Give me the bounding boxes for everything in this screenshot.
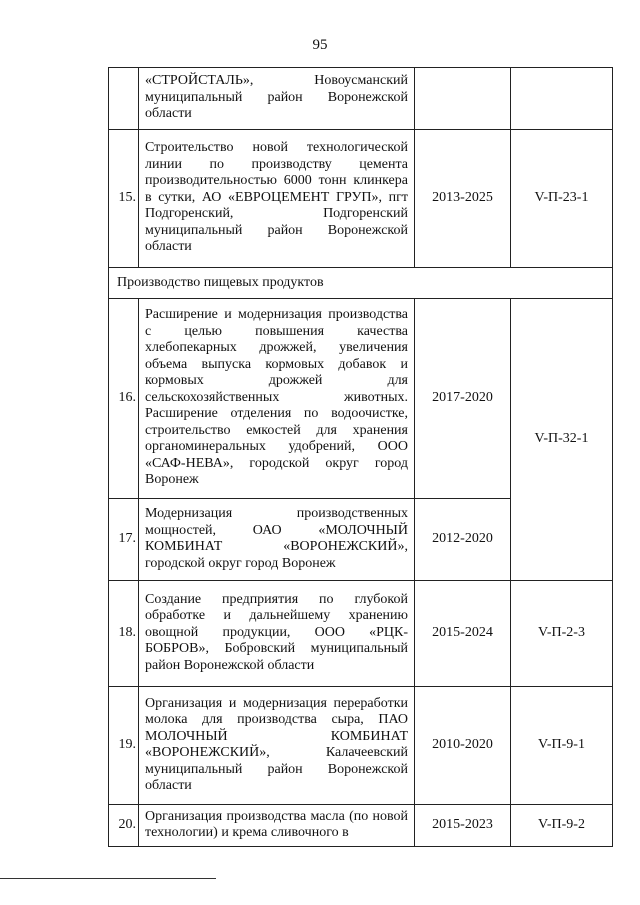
row-number bbox=[109, 68, 139, 130]
row-code: V-П-9-1 bbox=[511, 687, 613, 805]
section-row bbox=[109, 268, 613, 299]
row-period: 2013-2025 bbox=[415, 130, 511, 268]
row-number: 19. bbox=[109, 687, 139, 805]
row-description: «СТРОЙСТАЛЬ», Новоусманский муниципальный район Воронежской области bbox=[139, 68, 415, 130]
row-period bbox=[415, 68, 511, 130]
table-row bbox=[109, 805, 613, 847]
row-number: 20. bbox=[109, 805, 139, 847]
row-code: V-П-32-1 bbox=[511, 299, 613, 581]
row-description: Организация и модернизация переработки молока для производства сыра, ПАО МОЛОЧНЫЙ КОМБИНАТ «ВОРОНЕЖСКИЙ», Калачеевский муниципальный район Воронежской области bbox=[139, 687, 415, 805]
table-row bbox=[109, 68, 613, 130]
row-description: Расширение и модернизация производства с целью повышения качества хлебопекарных дрожжей, увеличения объема выпуска кормовых добавок и кормовых дрожжей для сельскохозяйственных животных. Расширение отделения по водоочистке, строительство емкостей для хранения органоминеральных удобрений, ООО «САФ-НЕВА», городской округ город Воронеж bbox=[139, 299, 415, 499]
row-code: V-П-9-2 bbox=[511, 805, 613, 847]
row-description: Строительство новой технологической линии по производству цемента производительностью 6000 тонн клинкера в сутки, АО «ЕВРОЦЕМЕНТ ГРУП», пгт Подгоренский, Подгоренский муниципальный район Воронежской области bbox=[139, 130, 415, 268]
table-row bbox=[109, 687, 613, 805]
row-period: 2010-2020 bbox=[415, 687, 511, 805]
table-row bbox=[109, 581, 613, 687]
row-number: 15. bbox=[109, 130, 139, 268]
row-period: 2015-2024 bbox=[415, 581, 511, 687]
row-code bbox=[511, 68, 613, 130]
row-period: 2015-2023 bbox=[415, 805, 511, 847]
row-number: 18. bbox=[109, 581, 139, 687]
row-number: 17. bbox=[109, 499, 139, 581]
row-description: Организация производства масла (по новой технологии) и крема сливочного в bbox=[139, 805, 415, 847]
table-row bbox=[109, 299, 613, 499]
page-number: 95 bbox=[312, 37, 328, 53]
projects-table bbox=[108, 67, 613, 847]
row-period: 2012-2020 bbox=[415, 499, 511, 581]
row-description: Модернизация производственных мощностей, ОАО «МОЛОЧНЫЙ КОМБИНАТ «ВОРОНЕЖСКИЙ», городской округ город Воронеж bbox=[139, 499, 415, 581]
row-number: 16. bbox=[109, 299, 139, 499]
footnote-divider bbox=[0, 878, 216, 879]
table-row bbox=[109, 130, 613, 268]
section-title: Производство пищевых продуктов bbox=[109, 268, 613, 299]
row-code: V-П-23-1 bbox=[511, 130, 613, 268]
row-period: 2017-2020 bbox=[415, 299, 511, 499]
row-description: Создание предприятия по глубокой обработке и дальнейшему хранению овощной продукции, ООО «РЦК-БОБРОВ», Бобровский муниципальный район Воронежской области bbox=[139, 581, 415, 687]
row-code: V-П-2-3 bbox=[511, 581, 613, 687]
